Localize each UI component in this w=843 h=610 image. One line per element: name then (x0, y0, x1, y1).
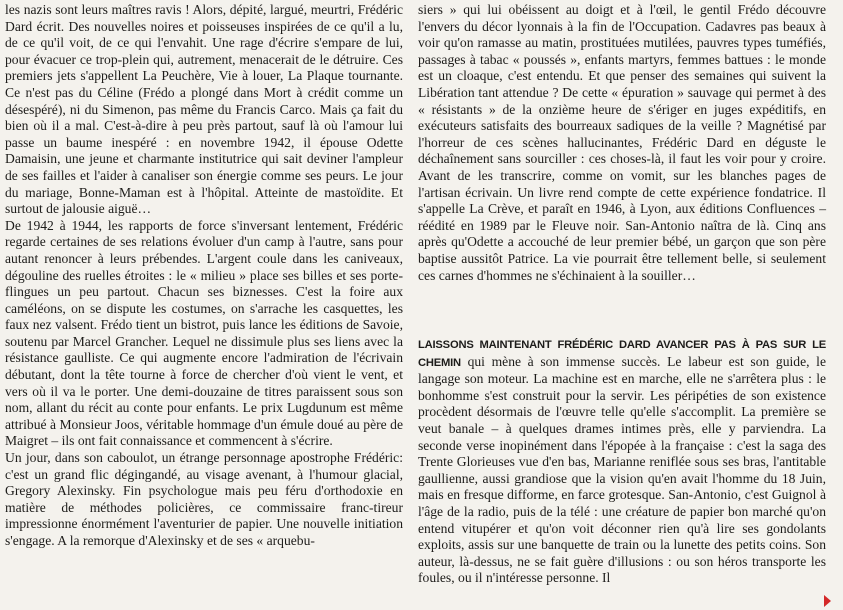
right-paragraph-2-body: qui mène à son immense succès. Le labeur est son guide, le langage son moteur. La machine est en marche, elle ne s'arrêtera plus : le bonhomme s'est construit pour la servir. Les péripéties de son existence procèdent désormais de l'œuvre telle qu'elle s'accomplit. La première se veut banale – à quelques drames intimes près, elle y parviendra. La seconde verse inopinément dans l'épopée à la française : c'est la saga des Trente Glorieuses vue d'en bas, Marianne reniflée sous ses bras, l'antitable gaullienne, aussi grandiose que la vision qu'en avait l'homme du 18 Juin, mais en fresque difforme, en farce grotesque. San-Antonio, c'est Guignol à l'âge de la radio, puis de la télé : une créature de papier bon marché qu'on entend vitupérer et qu'on voit déconner rien qu'à lire ses gondolants exploits, assis sur une banquette de train ou la lunette des petits coins. Son auteur, là-dessus, ne se fait guère d'illusions : ou son héros transporte les foules, ou il n'intéresse personne. Il (418, 353, 826, 586)
continue-arrow-icon (824, 595, 831, 607)
left-paragraph-3: Un jour, dans son caboulot, un étrange personnage apostrophe Frédéric: c'est un grand flic dégingandé, au visage avenant, à l'humour glacial, Gregory Alexinsky. Fin psychologue mais peu féru d'orthodoxie en matière de méthodes policières, ce commissaire franc-tireur impressionne énormément l'aventurier de papier. Une nouvelle initiation s'engage. A la remorque d'Alexinsky et de ses « arquebu- (5, 450, 403, 548)
left-paragraph-2: De 1942 à 1944, les rapports de force s'inversant lentement, Frédéric regarde certaines de ses relations évoluer d'un camp à l'autre, sans pour autant renoncer à leurs prébendes. L'argent coule dans les caniveaux, dégouline des ruelles étroites : le « milieu » place ses billes et ses porte-flingues un peu partout. Chacun ses biznesses. C'est la foire aux caméléons, on se dispute les costumes, on s'arrache les casquettes, les faux nez valsent. Frédo tient un bistrot, puis lance les éditions de Savoie, soutenu par Marcel Grancher. Lequel ne dissimule plus ses liens avec la résistance gaulliste. Ce qui augmente encore l'admiration de l'écrivain débutant, dont la tête tourne à force de chercher d'où vient le vent, et vers où il va le porter. Une demi-douzaine de titres paraissent sous son nom, allant du récit au conte pour enfants. Le prix Lugdunum est même attribué à Monsieur Joos, véritable hommage d'un émule doué au père de Maigret – ils ont fait connaissance et commencent à s'écrire. (5, 217, 403, 449)
right-column (418, 2, 826, 284)
right-paragraph-1: siers » qui lui obéissent au doigt et à l'œil, le gentil Frédo découvre l'envers du décor lyonnais à la fin de l'Occupation. Cadavres pas beaux à voir qu'on ramasse au matin, prostituées mutilées, pauvres types tuméfiés, passages à tabac « poussés », enfants martyrs, femmes battues : le monde est un cloaque, c'est entendu. Et que penser des semaines qui suivent la Libération tant attendue ? De cette « épuration » sauvage qui permet à des « résistants » de la onzième heure de s'ériger en juges expéditifs, en exécuteurs satisfaits des bourreaux sadiques de la veille ? Magnétisé par l'horreur de ces scènes hallucinantes, Frédéric Dard en déguste le déchaînement sans sourciller : ces choses-là, il faut les voir pour y croire. Avant de les transcrire, comme on vomit, sur les blanches pages de l'artisan écrivain. Un livre rend compte de cette expérience fondatrice. Il s'appelle La Crève, et paraît en 1946, à Lyon, aux éditions Confluences – réédité en 1989 par le Fleuve noir. San-Antonio naîtra de là. Cinq ans après qu'Odette a accouché de leur premier bébé, un garçon que son père baptise aussitôt Patrice. La vie pourrait être tellement belle, si seulement ces carnes d'hommes ne s'échinaient à la souiller… (418, 2, 826, 283)
right-paragraph-2 (418, 336, 826, 587)
left-paragraph-1: les nazis sont leurs maîtres ravis ! Alors, dépité, largué, meurtri, Frédéric Dard écrit. Des nouvelles noires et poisseuses inspirées de ce qu'il a lu, de ce qu'il voit, de ce qui l'envahit. Une rage d'écrire s'empare de lui, pour évacuer ce trop-plein qui, autrement, menacerait de le détruire. Ces premiers jets s'appellent La Peuchère, Vie à louer, La Plaque tournante. Ce n'est pas du Céline (Frédo a plongé dans Mort à crédit comme un désespéré), ni du Simenon, pas même du Francis Carco. Mais ça fait du bien où il a mal. C'est-à-dire à peu près partout, sauf là où l'amour lui passe un baume inespéré : en novembre 1942, il épouse Odette Damaisin, une jeune et charmante institutrice qui sait deviner l'ampleur de ses failles et l'aider à canaliser son énergie comme ses peurs. Le jour du mariage, Bonne-Maman est à l'hôpital. Atteinte de mastoïdite. Et surtout de jalousie aiguë… (5, 2, 403, 217)
right-column-section (418, 336, 826, 587)
section-lead-in: LAISSONS MAINTENANT FRÉDÉRIC DARD AVANCER PAS À PAS SUR LE CHEMIN (418, 339, 826, 369)
left-column (5, 2, 403, 550)
